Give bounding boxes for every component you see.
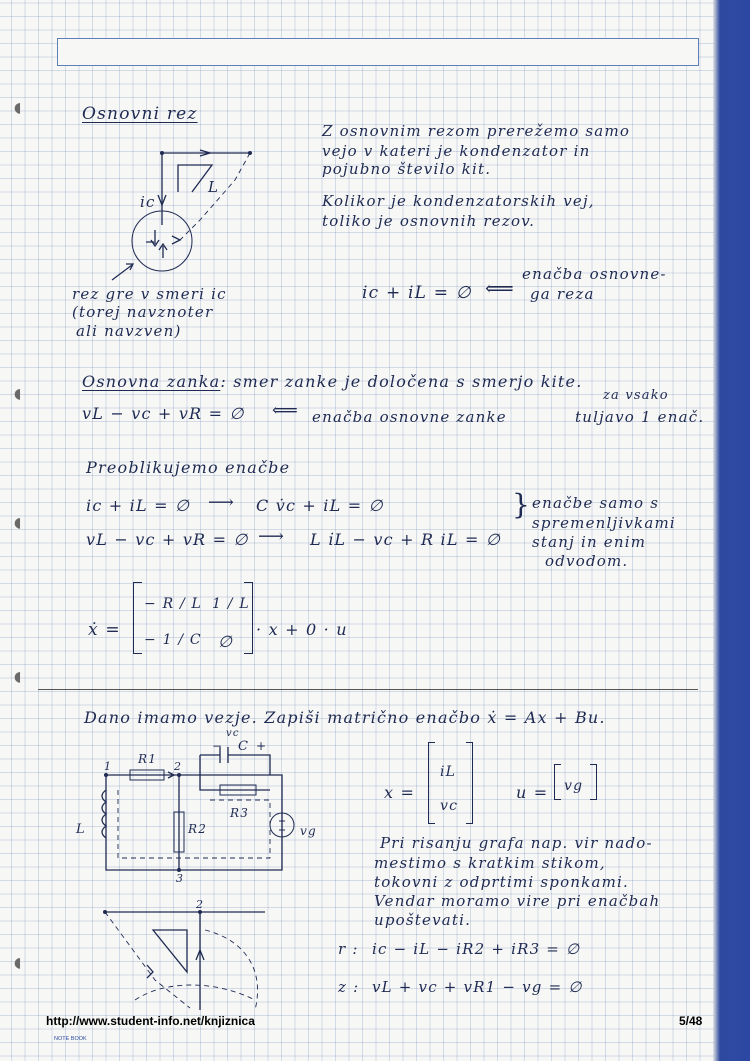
- footer-brand: NOTE BOOK: [54, 1036, 87, 1042]
- matrix-cell: 1 / L: [212, 596, 250, 612]
- graph-dashed-arc: [205, 930, 258, 1010]
- arrow-right-icon: ⟶: [258, 526, 286, 547]
- r1-label: R1: [138, 752, 158, 766]
- x-bracket-right: [466, 742, 473, 824]
- note-pointer-arrow: [112, 264, 133, 280]
- cut-eq-label-line: ga reza: [530, 285, 595, 303]
- note-line: enačbe samo s: [532, 494, 660, 512]
- rez-desc-line: toliko je osnovnih rezov.: [322, 212, 536, 230]
- note-line: odvodom.: [545, 552, 629, 570]
- matrix-bracket-left: [133, 582, 142, 654]
- u-vector-value: vg: [564, 778, 584, 794]
- eq-r: ic − iL − iR2 + iR3 = ∅: [372, 940, 581, 958]
- note-line: stanj in enim: [532, 533, 647, 551]
- section-divider: [38, 689, 698, 690]
- graph-text-line: Vendar moramo vire pri enačbah: [374, 892, 661, 910]
- footer-page-number: 5/48: [679, 1014, 703, 1028]
- node-dot: [104, 773, 108, 777]
- binding-hole-icon: ◖: [14, 669, 22, 685]
- header-box: [57, 38, 699, 66]
- binding-hole-icon: ◖: [14, 515, 22, 531]
- heading-osnovna-zanka: Osnovna zanka: [82, 372, 221, 391]
- node-label: 1: [104, 760, 113, 773]
- eq2-right: L i̇L − vc + R iL = ∅: [310, 530, 501, 549]
- eq1-right: C v̇c + iL = ∅: [256, 496, 384, 515]
- r3-label: R3: [230, 806, 250, 820]
- eq-z: vL + vc + vR1 − vg = ∅: [372, 978, 583, 996]
- node-label: 2: [174, 760, 183, 773]
- cut-dashed-line: [180, 153, 250, 240]
- arrow-icon: [147, 965, 153, 978]
- l-label: L: [76, 822, 86, 837]
- binding-hole-icon: ◖: [14, 386, 22, 402]
- graph-text-line: upoštevati.: [374, 911, 472, 929]
- rez-desc-line: Z osnovnim rezom prerežemo samo: [322, 122, 631, 140]
- rez-note-line: rez gre v smeri ic: [72, 285, 227, 303]
- zanka-heading-row: [82, 372, 583, 391]
- loop-note-line: tuljavo 1 enač.: [575, 408, 705, 426]
- loop-eq-label: enačba osnovne zanke: [312, 408, 507, 426]
- rez-desc-line: pojubno število kit.: [322, 160, 492, 178]
- eq1-left: ic + iL = ∅: [86, 496, 191, 515]
- rez-desc-line: Kolikor je kondenzatorskih vej,: [322, 192, 595, 210]
- notebook-cover-edge: [714, 0, 750, 1061]
- footer-url: http://www.student-info.net/knjiznica: [46, 1014, 255, 1028]
- eq2-left: vL − vc + vR = ∅: [86, 530, 249, 549]
- arrow-left-icon: ⟸: [272, 400, 300, 421]
- node-dot: [160, 151, 164, 155]
- arrow-icon: [151, 230, 159, 246]
- eq-r-label: r :: [338, 940, 359, 958]
- circuit-graph-sketch: [95, 900, 275, 1012]
- matrix-cell: − R / L: [144, 596, 203, 612]
- cut-equation: ic + iL = ∅: [362, 283, 472, 303]
- node-dot: [248, 151, 252, 155]
- matrix-lhs: ẋ =: [88, 620, 121, 640]
- arrow-right-icon: ⟶: [208, 492, 236, 513]
- x-vector-top: iL: [440, 764, 457, 780]
- arrow-left-icon: ⟸: [485, 276, 515, 300]
- binding-hole-icon: ◖: [14, 955, 22, 971]
- node-label: 3: [176, 872, 185, 885]
- x-vector-label: x =: [384, 783, 416, 802]
- heading-osnovni-rez: Osnovni rez: [82, 104, 198, 124]
- cut-sketch-diagram: [100, 140, 270, 280]
- eq-z-label: z :: [338, 978, 360, 996]
- arrow-icon: [159, 244, 167, 258]
- matrix-bracket-right: [244, 582, 253, 654]
- graph-text-line: mestimo s kratkim stikom,: [374, 854, 606, 872]
- matrix-cell: − 1 / C: [144, 632, 202, 648]
- graph-dashed-arc: [135, 985, 255, 1000]
- cut-eq-label-line: enačba osnovne-: [522, 265, 667, 283]
- loop-arrow-icon: [178, 165, 212, 192]
- vc-label: vc: [226, 728, 240, 739]
- minus-label: −: [212, 739, 224, 753]
- circuit-schematic: [70, 730, 310, 890]
- node-dot: [103, 910, 107, 914]
- heading-preoblikujemo: Preoblikujemo enačbe: [86, 458, 291, 477]
- x-bracket-left: [428, 742, 435, 824]
- plus-label: +: [256, 739, 268, 753]
- graph-text-line: Pri risanju grafa nap. vir nado-: [380, 834, 653, 852]
- loop-note-line: za vsako: [603, 388, 669, 403]
- matrix-rhs: · x + 0 · u: [256, 620, 348, 639]
- loop-label: L: [208, 178, 220, 196]
- loop-equation: vL − vc + vR = ∅: [82, 404, 245, 423]
- loop-arrow-icon: [153, 930, 187, 972]
- zanka-desc: : smer zanke je določena s smerjo kite.: [220, 372, 583, 391]
- current-label: ic: [140, 193, 156, 211]
- graph-text-line: tokovni z odprtimi sponkami.: [374, 873, 629, 891]
- c-label: C: [238, 739, 250, 754]
- node-dot: [177, 773, 181, 777]
- u-bracket-left: [554, 764, 561, 800]
- x-vector-bottom: vc: [440, 798, 459, 814]
- r2-label: R2: [188, 822, 208, 836]
- curly-brace-icon: }: [512, 488, 532, 521]
- u-bracket-right: [590, 764, 597, 800]
- rez-desc-line: vejo v kateri je kondenzator in: [322, 142, 591, 160]
- note-line: spremenljivkami: [532, 514, 676, 532]
- vg-label: vg: [300, 824, 317, 838]
- rez-note-line: ali navzven): [76, 322, 182, 340]
- matrix-cell: ∅: [218, 632, 234, 651]
- binding-hole-icon: ◖: [14, 100, 22, 116]
- heading-dano-vezje: Dano imamo vezje. Zapiši matrično enačbo ẋ = Ax + Bu.: [84, 708, 606, 727]
- graph-node-label: 2: [196, 898, 205, 911]
- rez-note-line: (torej navznoter: [72, 303, 214, 321]
- u-vector-label: u =: [516, 783, 549, 802]
